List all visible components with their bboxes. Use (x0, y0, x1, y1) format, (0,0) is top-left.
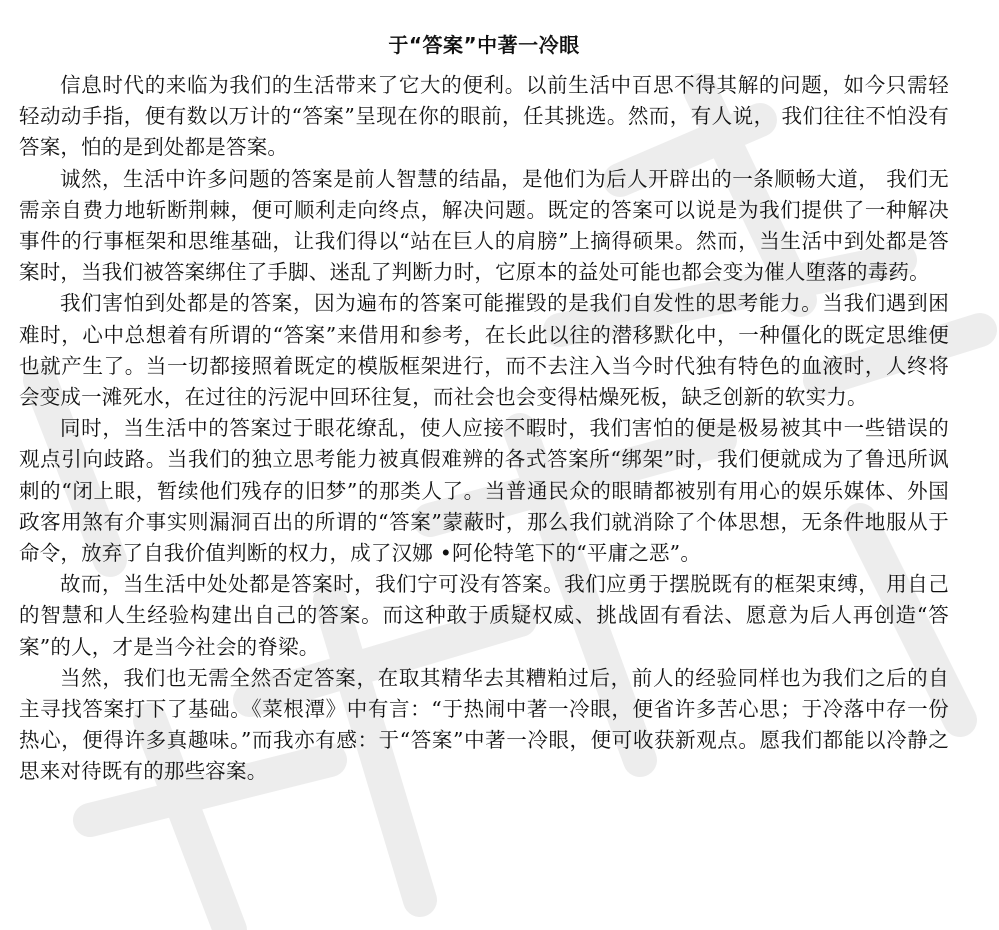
paragraph-4: 同时，当生活中的答案过于眼花缭乱，使人应接不暇时，我们害怕的便是极易被其中一些错误的观点引向歧路。当我们的独立思考能力被真假难辨的各式答案所“绑架”时，我们便就成为了鲁迅所讽刺的“闭上眼，暂续他们残存的旧梦”的那类人了。当普通民众的眼睛都被别有用心的娱乐媒体、外国政客用煞有介事实则漏洞百出的所谓的“答案”蒙蔽时，那么我们就消除了个体思想，无条件地服从于命令，放弃了自我价值判断的权力，成了汉娜 •阿伦特笔下的“平庸之恶”。 (19, 416, 949, 566)
document-title: 于“答案”中著一冷眼 (388, 33, 580, 57)
paragraph-6: 当然，我们也无需全然否定答案，在取其精华去其糟粕过后，前人的经验同样也为我们之后的自主寻找答案打下了基础。《菜根潭》中有言：“于热闹中著一冷眼，便省许多苦心思；于冷落中存一份热心，便得许多真趣味。”而我亦有感：于“答案”中著一冷眼，便可收获新观点。愿我们都能以冷静之思来对待既有的那些容案。 (19, 665, 949, 784)
paragraph-1: 信息时代的来临为我们的生活带来了它大的便利。以前生活中百思不得其解的问题，如今只需轻轻动动手指，便有数以万计的“答案”呈现在你的眼前，任其挑选。然而，有人说， 我们往往不怕没有答案，怕的是到处都是答案。 (19, 73, 949, 160)
paragraph-2: 诚然，生活中许多问题的答案是前人智慧的结晶，是他们为后人开辟出的一条顺畅大道， 我们无需亲自费力地斩断荆棘，便可顺利走向终点，解决问题。既定的答案可以说是为我们提供了一种解决事件的行事框架和思维基础，让我们得以“站在巨人的肩膀”上摘得硕果。然而，当生活中到处都是答案时，当我们被答案绑住了手脚、迷乱了判断力时，它原本的益处可能也都会变为催人堕落的毒药。 (19, 166, 949, 285)
paragraph-5: 故而，当生活中处处都是答案时，我们宁可没有答案。我们应勇于摆脱既有的框架束缚， 用自己的智慧和人生经验构建出自己的答案。而这种敢于质疑权威、挑战固有看法、愿意为后人再创造“答案”的人，才是当今社会的脊梁。 (19, 572, 949, 659)
paragraph-3: 我们害怕到处都是的答案，因为遍布的答案可能摧毁的是我们自发性的思考能力。当我们遇到困难时，心中总想着有所谓的“答案”来借用和参考，在长此以往的潜移默化中，一种僵化的既定思维便也就产生了。当一切都接照着既定的模版框架进行，而不去注入当今时代独有特色的血液时，人终将会变成一滩死水，在过往的污泥中回环往复，而社会也会变得枯燥死板，缺乏创新的软实力。 (19, 291, 949, 410)
